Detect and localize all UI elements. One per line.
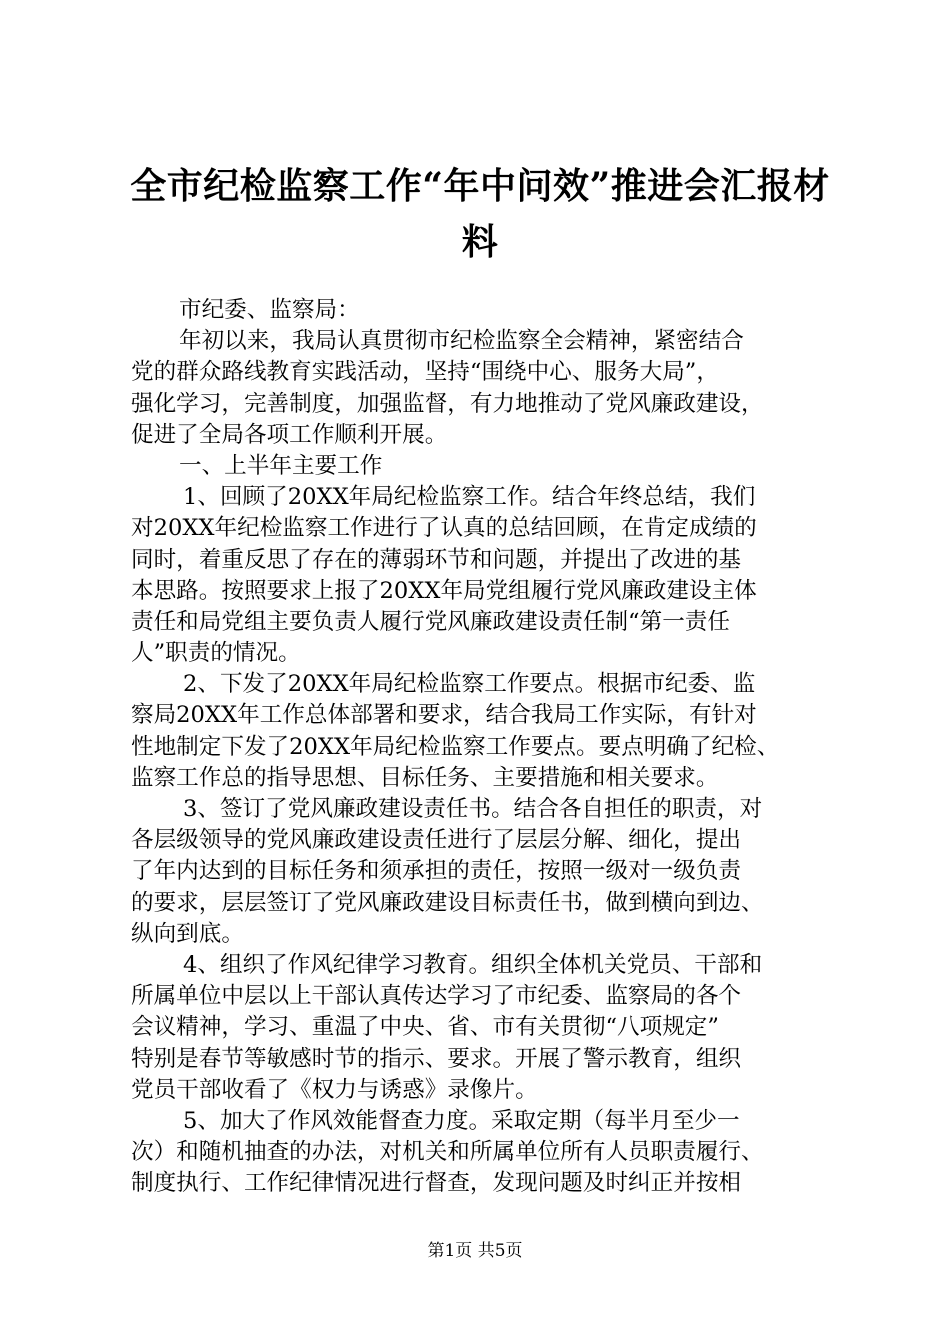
body-line: 责任和局党组主要负责人履行党风廉政建设责任制“第一责任: [131, 608, 730, 635]
body-line: 4、组织了作风纪律学习教育。组织全体机关党员、干部和: [183, 951, 763, 978]
body-line: 5、加大了作风效能督查力度。采取定期（每半月至少一: [183, 1107, 740, 1134]
body-line: 纵向到底。: [131, 920, 244, 947]
body-line: 性地制定下发了20XX年局纪检监察工作要点。要点明确了纪检、: [131, 733, 780, 760]
title-line-1: 全市纪检监察工作“年中问效”推进会汇报材: [130, 165, 830, 207]
body-line: 各层级领导的党风廉政建设责任进行了层层分解、细化，提出: [131, 827, 742, 854]
body-line: 本思路。按照要求上报了20XX年局党组履行党风廉政建设主体: [131, 577, 757, 604]
salutation: 市纪委、监察局：: [179, 297, 360, 323]
body-line: 1、回顾了20XX年局纪检监察工作。结合年终总结，我们: [183, 484, 756, 511]
body-line: 年初以来，我局认真贯彻市纪检监察全会精神，紧密结合: [179, 328, 744, 355]
document-body: [131, 295, 831, 1199]
body-line: 对20XX年纪检监察工作进行了认真的总结回顾，在肯定成绩的: [131, 515, 757, 542]
body-line: 监察工作总的指导思想、目标任务、主要措施和相关要求。: [131, 764, 719, 791]
title-line-2: 料: [461, 221, 499, 263]
section-heading: 一、上半年主要工作: [179, 452, 383, 479]
body-line: 促进了全局各项工作顺利开展。: [131, 421, 448, 448]
body-line: 的要求，层层签订了党风廉政建设目标责任书，做到横向到边、: [131, 889, 764, 916]
body-line: 次）和随机抽查的办法，对机关和所属单位所有人员职责履行、: [131, 1139, 764, 1166]
body-line: 3、签订了党风廉政建设责任书。结合各自担任的职责，对: [183, 796, 763, 822]
body-line: 会议精神，学习、重温了中央、省、市有关贯彻“八项规定”: [131, 1014, 719, 1041]
body-line: 人”职责的情况。: [131, 640, 301, 667]
body-line: 制度执行、工作纪律情况进行督查，发现问题及时纠正并按相: [131, 1170, 742, 1197]
body-line: 党的群众路线教育实践活动，坚持“围绕中心、服务大局”，: [131, 359, 719, 386]
body-line: 所属单位中层以上干部认真传达学习了市纪委、监察局的各个: [131, 983, 742, 1010]
page-footer: 第1页 共5页: [427, 1241, 523, 1261]
body-line: 强化学习，完善制度，加强监督，有力地推动了党风廉政建设，: [131, 390, 764, 417]
body-line: 察局20XX年工作总体部署和要求，结合我局工作实际，有针对: [131, 702, 757, 729]
body-line: 了年内达到的目标任务和须承担的责任，按照一级对一级负责: [131, 858, 742, 885]
body-line: 党员干部收看了《权力与诱惑》录像片。: [131, 1076, 538, 1103]
document-title: [110, 158, 850, 270]
body-line: 同时，着重反思了存在的薄弱环节和问题，并提出了改进的基: [131, 546, 742, 573]
body-line: 特别是春节等敏感时节的指示、要求。开展了警示教育，组织: [131, 1045, 742, 1072]
body-line: 2、下发了20XX年局纪检监察工作要点。根据市纪委、监: [183, 671, 756, 698]
